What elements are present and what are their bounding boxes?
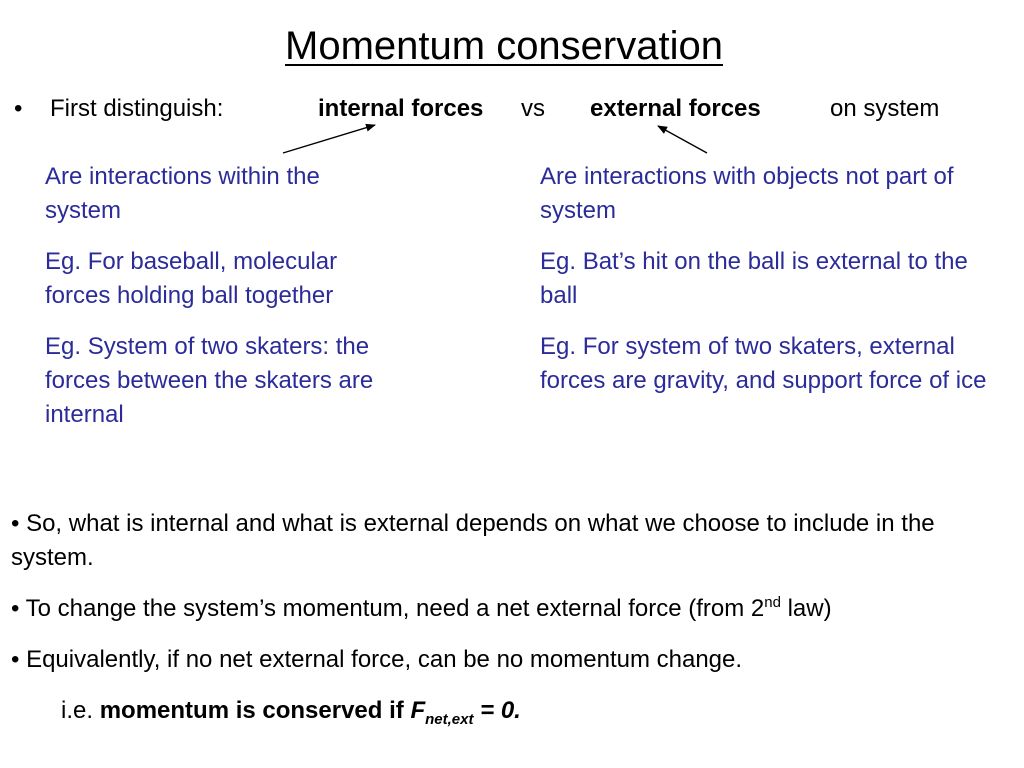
point-second-law — [11, 592, 1011, 626]
external-example-bat: Eg. Bat’s hit on the ball is external to the ball — [540, 248, 968, 309]
summary-points — [11, 507, 1011, 745]
internal-forces-column — [45, 160, 400, 449]
on-system-text: on system — [830, 95, 940, 122]
conclusion-bold-text: momentum is conserved if — [99, 697, 411, 724]
conclusion-f-symbol: F — [410, 697, 426, 724]
arrow-to-internal-forces — [283, 125, 375, 153]
slide-title: Momentum conservation — [285, 24, 723, 68]
internal-forces-label: internal forces — [318, 95, 484, 122]
distinguish-lead-text: First distinguish: — [50, 95, 224, 122]
internal-definition: Are interactions within the system — [45, 163, 320, 224]
external-forces-label: external forces — [590, 95, 761, 122]
internal-example-baseball: Eg. For baseball, molecular forces holding ball together — [45, 248, 338, 309]
external-example-skaters: Eg. For system of two skaters, external forces are gravity, and support force of ice — [540, 333, 987, 394]
second-law-ordinal: nd — [764, 594, 781, 611]
bullet-marker: • — [14, 95, 23, 122]
external-definition: Are interactions with objects not part of system — [540, 163, 954, 224]
point-no-net-force: • Equivalently, if no net external force, can be no momentum change. — [11, 646, 743, 673]
arrow-to-external-forces — [658, 126, 707, 153]
point-system-choice: • So, what is internal and what is external depends on what we choose to include in the system. — [11, 510, 935, 571]
second-law-tail: law) — [780, 595, 832, 622]
conclusion-prefix: i.e. — [61, 697, 100, 724]
vs-text: vs — [521, 95, 545, 122]
second-law-text: • To change the system’s momentum, need a net external force (from 2 — [11, 595, 765, 622]
internal-example-skaters: Eg. System of two skaters: the forces between the skaters are internal — [45, 333, 374, 428]
conclusion-equals-zero: = 0. — [473, 697, 521, 724]
conclusion-subscript: net,ext — [425, 711, 474, 728]
external-forces-column — [540, 160, 1010, 415]
conclusion-statement — [11, 694, 1011, 728]
